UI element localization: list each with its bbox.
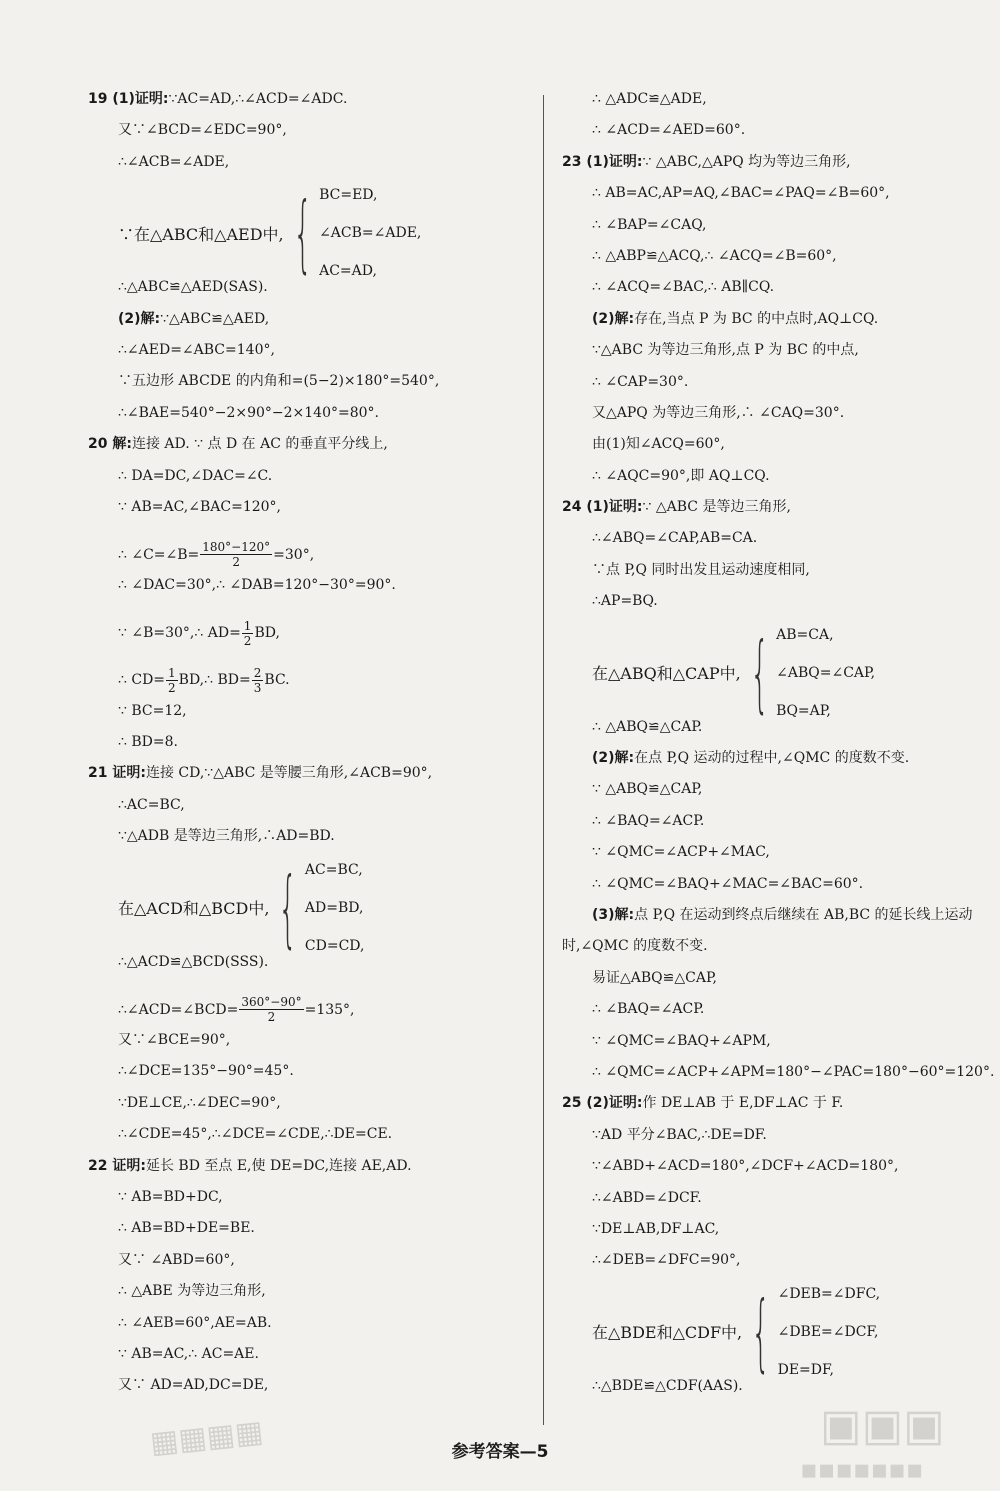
line-text: ∵在△ABC和△AED中, [118, 224, 284, 244]
line-text: 由(1)知∠ACQ=60°, [592, 436, 725, 453]
solution-line [562, 1159, 992, 1190]
problem-number: 21 [88, 765, 113, 782]
line-text: ∴ ∠BAQ=∠ACP. [592, 1001, 705, 1018]
solution-line [562, 375, 992, 406]
line-text: 又∵∠BCD=∠EDC=90°, [118, 122, 287, 139]
solution-line [88, 469, 528, 500]
solution-line [562, 406, 992, 437]
step-label: (2)解: [592, 310, 635, 327]
line-text: ∴△ACD≌△BCD(SSS). [118, 953, 269, 970]
solution-line [88, 798, 528, 829]
solution-line [562, 877, 992, 908]
problem-heading [88, 1159, 528, 1190]
line-text: ∵ AB=AC,∴ AC=AE. [118, 1345, 259, 1362]
line-text: 作 DE⊥AB 于 E,DF⊥AC 于 F. [642, 1095, 844, 1112]
fraction-line [88, 657, 528, 704]
left-column [88, 92, 528, 1410]
denominator: 2 [168, 680, 176, 695]
line-text: 存在,当点 P 为 BC 的中点时,AQ⊥CQ. [634, 310, 879, 327]
watermark-mark: ▪▪▪▪▪▪▪ [800, 1455, 924, 1485]
line-text: ∵ AB=BD+DC, [118, 1188, 223, 1205]
solution-line [88, 1253, 528, 1284]
solution-line [562, 123, 992, 154]
solution-line [88, 374, 528, 405]
problem-number: 19 [88, 91, 113, 107]
solution-line [88, 955, 528, 986]
solution-line [562, 1034, 992, 1065]
column-divider [543, 95, 544, 1425]
solution-line [88, 155, 528, 186]
system-row: AD=BD, [304, 899, 364, 916]
step-label: (3)解: [592, 906, 635, 923]
page-footer: 参考答案—5 [451, 1442, 549, 1462]
line-text: =135°, [304, 1001, 355, 1018]
solution-line [562, 218, 992, 249]
line-text: ∴AP=BQ. [592, 593, 658, 610]
line-text: ∵ AB=AC,∠BAC=120°, [118, 498, 282, 515]
problem-number: 24 [562, 499, 587, 516]
line-text: 又∵∠BCE=90°, [118, 1032, 231, 1049]
line-text: 在△ABQ和△CAP中, [592, 664, 741, 684]
line-text: ∴∠ABD=∠DCF. [592, 1189, 702, 1206]
solution-line [88, 829, 528, 860]
solution-line [562, 908, 992, 939]
line-text: ∴AC=BC, [118, 796, 185, 813]
line-text: ∵AC=AD,∴∠ACD=∠ADC. [168, 91, 348, 107]
solution-line [562, 782, 992, 813]
fraction [242, 619, 254, 648]
solution-line [88, 343, 528, 374]
denominator: 3 [253, 680, 262, 695]
line-text: ∵DE⊥AB,DF⊥AC, [592, 1220, 720, 1237]
line-text: ∴ BD=8. [118, 734, 178, 751]
solution-line [562, 437, 992, 468]
line-text: ∵△ABC 为等边三角形,点 P 为 BC 的中点, [592, 342, 859, 359]
solution-line [88, 1127, 528, 1158]
problem-number: 25 [562, 1095, 587, 1112]
line-text: ∴∠AED=∠ABC=140°, [118, 341, 275, 358]
solution-line [562, 751, 992, 782]
system-row: CD=CD, [304, 937, 365, 954]
solution-line [562, 971, 992, 1002]
numerator: 1 [168, 665, 176, 680]
line-text: ∵ BC=12, [118, 702, 187, 719]
problem-heading [88, 766, 528, 797]
solution-line [562, 845, 992, 876]
solution-line [88, 578, 528, 609]
line-text: 点 P,Q 在运动到终点后继续在 AB,BC 的延长线上运动 [634, 906, 973, 923]
solution-line [88, 1316, 528, 1347]
line-text: ∴∠CDE=45°,∴∠DCE=∠CDE,∴DE=CE. [118, 1126, 393, 1143]
step-label: (2)解: [592, 750, 635, 767]
line-text: ∴ ∠AQC=90°,即 AQ⊥CQ. [592, 467, 770, 484]
solution-line [562, 720, 992, 751]
line-text: ∵∠ABD+∠ACD=180°,∠DCF+∠ACD=180°, [592, 1158, 899, 1175]
solution-line [562, 814, 992, 845]
line-text: 又∵ AD=AD,DC=DE, [118, 1377, 269, 1394]
line-text: ∵ ∠B=30°,∴ AD= [118, 625, 241, 642]
line-text: 又△APQ 为等边三角形,∴ ∠CAQ=30°. [592, 404, 845, 421]
solution-line [88, 1221, 528, 1252]
fraction-line [88, 986, 528, 1033]
line-text: ∵ △ABQ≌△CAP, [592, 781, 703, 798]
line-text: ∴ DA=DC,∠DAC=∠C. [118, 467, 273, 484]
line-text: 在△BDE和△CDF中, [592, 1323, 743, 1343]
line-text: ∴ △ABP≌△ACQ,∴ ∠ACQ=∠B=60°, [592, 247, 837, 264]
line-text: ∴ ∠C=∠B= [118, 546, 200, 563]
system-rows [778, 1287, 881, 1377]
line-text: 又∵ ∠ABD=60°, [118, 1251, 235, 1268]
solution-line [562, 343, 992, 374]
problem-heading [88, 92, 528, 123]
line-text: 时,∠QMC 的度数不变. [562, 938, 708, 955]
solution-line [562, 469, 992, 500]
solution-line [562, 249, 992, 280]
line-text: ∵△ADB 是等边三角形,∴AD=BD. [118, 828, 335, 845]
line-text: 延长 BD 至点 E,使 DE=DC,连接 AE,AD. [145, 1157, 412, 1174]
watermark-mark: ▣▣▣ [820, 1400, 945, 1451]
line-text: 在点 P,Q 运动的过程中,∠QMC 的度数不变. [634, 750, 910, 767]
brace-mark: { [751, 1282, 771, 1381]
solution-line [562, 1002, 992, 1033]
solution-line [562, 1253, 992, 1284]
solution-line [562, 531, 992, 562]
line-text: ∵DE⊥CE,∴∠DEC=90°, [118, 1094, 281, 1111]
solution-line [562, 1222, 992, 1253]
system-row: ∠ABQ=∠CAP, [776, 664, 876, 681]
system-row: AC=AD, [319, 263, 377, 280]
step-label: (1)证明: [586, 153, 643, 170]
line-text: ∴ ∠DAC=30°,∴ ∠DAB=120°−30°=90°. [118, 577, 396, 594]
equation-system [88, 184, 528, 283]
line-text: BC. [264, 672, 290, 689]
system-rows [319, 188, 421, 278]
solution-line [562, 1128, 992, 1159]
line-text: ∴∠BAE=540°−2×90°−2×140°=80°. [118, 404, 379, 421]
line-text: ∴∠DCE=135°−90°=45°. [118, 1063, 294, 1080]
brace-mark: { [750, 623, 769, 722]
step-label: (2)解: [118, 310, 161, 327]
line-text: ∴∠ABQ=∠CAP,AB=CA. [592, 530, 758, 547]
fraction [239, 995, 303, 1024]
line-text: ∴ AB=AC,AP=AQ,∠BAC=∠PAQ=∠B=60°, [592, 185, 890, 202]
solution-line [88, 406, 528, 437]
line-text: ∴∠ACB=∠ADE, [118, 153, 230, 170]
line-text: ∴ CD= [118, 672, 166, 689]
solution-line [88, 704, 528, 735]
line-text: 在△ACD和△BCD中, [118, 899, 270, 919]
fraction-line [88, 531, 528, 578]
solution-line [562, 1063, 995, 1096]
right-column [562, 91, 995, 1410]
solution-line [88, 280, 528, 311]
system-row: DE=DF, [777, 1361, 834, 1378]
equation-system [88, 858, 528, 957]
solution-line [88, 1064, 528, 1095]
line-text: ∵ △ABC,△APQ 均为等边三角形, [642, 153, 851, 170]
line-text: 连接 AD. ∵ 点 D 在 AC 的垂直平分线上, [131, 436, 388, 453]
problem-heading [562, 500, 992, 531]
system-row: ∠ACB=∠ADE, [319, 225, 422, 242]
step-label: (1)证明: [112, 91, 169, 107]
step-label: (1)证明: [586, 499, 643, 516]
line-text: ∴ △ABQ≌△CAP. [592, 718, 703, 735]
line-text: BD, [254, 625, 280, 642]
brace-mark: { [278, 858, 298, 957]
watermark-mark: ▦▦▦▦ [148, 1414, 265, 1461]
line-text: ∵五边形 ABCDE 的内角和=(5−2)×180°=540°, [118, 373, 440, 390]
line-text: ∵点 P,Q 同时出发且运动速度相同, [592, 561, 810, 578]
solution-line [88, 312, 528, 343]
line-text: ∵AD 平分∠BAC,∴DE=DF. [592, 1126, 767, 1143]
solution-line [88, 123, 528, 154]
solution-line [88, 1096, 528, 1127]
numerator: 1 [243, 618, 252, 633]
line-text: ∴∠ACD=∠BCD= [118, 1001, 239, 1018]
step-label: 证明: [112, 1157, 146, 1174]
line-text: ∵ △ABC 是等边三角形, [642, 499, 791, 516]
line-text: ∴△ABC≌△AED(SAS). [118, 279, 268, 296]
line-text: ∵△ABC≌△AED, [160, 310, 270, 327]
line-text: ∵ ∠QMC=∠BAQ+∠APM, [592, 1032, 771, 1049]
line-text: ∴ △ABE 为等边三角形, [118, 1283, 266, 1300]
solution-line [88, 1033, 528, 1064]
line-text: ∵ ∠QMC=∠ACP+∠MAC, [592, 844, 770, 861]
line-text: ∴ ∠QMC=∠ACP+∠APM=180°−∠PAC=180°−60°=120°. [592, 1063, 995, 1080]
solution-line [562, 92, 992, 123]
solution-line [562, 280, 992, 311]
equation-system [562, 1282, 992, 1381]
line-text: ∴△BDE≌△CDF(AAS). [592, 1377, 743, 1394]
numerator: 180°−120° [202, 540, 271, 555]
line-text: ∴ ∠BAP=∠CAQ, [592, 216, 707, 233]
equation-system [562, 623, 992, 722]
problem-number: 23 [562, 153, 587, 170]
solution-line [562, 594, 992, 625]
denominator: 2 [232, 555, 241, 570]
system-row: AB=CA, [776, 626, 834, 643]
step-label: 证明: [112, 765, 146, 782]
step-label: (2)证明: [586, 1095, 643, 1112]
fraction [166, 666, 178, 695]
solution-line [88, 500, 528, 531]
line-text: ∴ ∠QMC=∠BAQ+∠MAC=∠BAC=60°. [592, 875, 864, 892]
problem-heading [88, 437, 528, 468]
system-row: BQ=AP, [776, 702, 831, 719]
solution-line [88, 1190, 528, 1221]
system-row: ∠DEB=∠DFC, [777, 1285, 881, 1302]
solution-line [88, 735, 528, 766]
solution-line [562, 939, 992, 970]
numerator: 360°−90° [241, 995, 302, 1010]
line-text: ∴ ∠CAP=30°. [592, 373, 689, 390]
line-text: ∴ ∠ACQ=∠BAC,∴ AB∥CQ. [592, 279, 775, 296]
line-text: BD,∴ BD= [178, 672, 251, 689]
brace-mark: { [292, 184, 312, 283]
line-text: =30°, [273, 546, 315, 563]
solution-line [562, 186, 992, 217]
problem-number: 22 [88, 1157, 113, 1174]
solution-line [88, 1378, 528, 1409]
numerator: 2 [253, 665, 262, 680]
problem-heading [562, 1096, 992, 1127]
line-text: 连接 CD,∵△ABC 是等腰三角形,∠ACB=90°, [145, 765, 433, 782]
denominator: 2 [267, 1010, 276, 1025]
line-text: ∴ ∠ACD=∠AED=60°. [592, 122, 746, 139]
system-rows [776, 628, 875, 718]
problem-heading [562, 155, 992, 186]
solution-line [562, 563, 992, 594]
system-row: BC=ED, [319, 187, 378, 204]
solution-line [88, 1347, 528, 1378]
line-text: 易证△ABQ≌△CAP, [592, 969, 717, 986]
system-rows [305, 863, 365, 953]
fraction [200, 540, 272, 569]
solution-line [88, 1284, 528, 1315]
solution-line [562, 1191, 992, 1222]
line-text: ∴ ∠AEB=60°,AE=AB. [118, 1314, 272, 1331]
line-text: ∴ AB=BD+DE=BE. [118, 1220, 255, 1237]
system-row: AC=BC, [304, 861, 363, 878]
fraction [252, 666, 264, 695]
fraction-line [88, 610, 528, 657]
denominator: 2 [243, 633, 252, 648]
system-row: ∠DBE=∠DCF, [777, 1323, 879, 1340]
line-text: ∴ △ADC≌△ADE, [592, 91, 707, 107]
solution-line [562, 312, 992, 343]
line-text: ∴ ∠BAQ=∠ACP. [592, 812, 705, 829]
problem-number: 20 [88, 436, 113, 453]
step-label: 解: [112, 436, 132, 453]
line-text: ∴∠DEB=∠DFC=90°, [592, 1252, 741, 1269]
